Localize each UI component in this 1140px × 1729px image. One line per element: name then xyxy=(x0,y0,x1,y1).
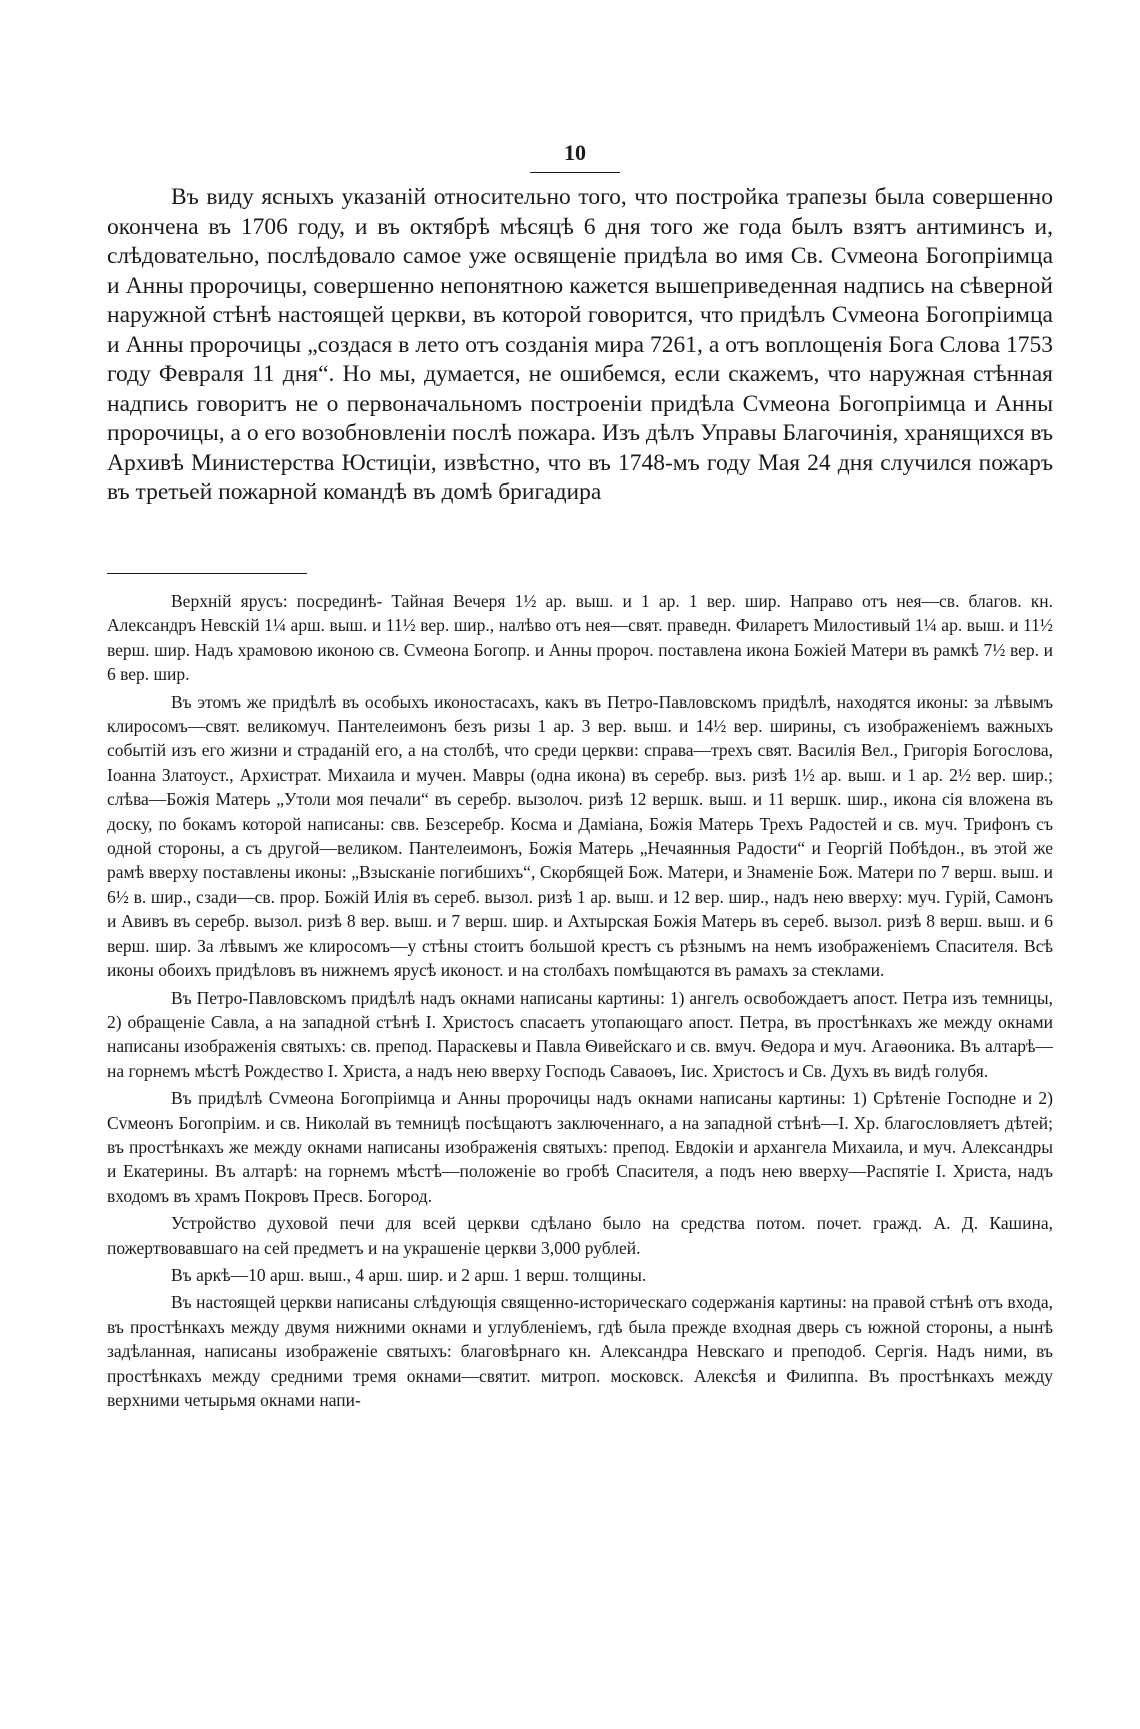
footnote-paragraph: Въ придѣлѣ Сvмеона Богопріимца и Анны пророчицы надъ окнами написаны картины: 1) Срѣтеніе Господне и 2) Сvмеонъ Богопрiим. и св. Николай въ темницѣ посѣщаютъ заключеннаго, а на западной стѣнѣ—І. Хр. благословляетъ дѣтей; въ простѣнкахъ же между окнами написаны изображенія святыхъ: препод. Евдокіи и архангела Михаила, и муч. Александры и Екатерины. Въ алтарѣ: на горнемъ мѣстѣ—положеніе во гробѣ Спасителя, а подъ нею вверху—Распятіе І. Христа, надъ входомъ въ храмъ Покровъ Пресв. Богород. xyxy=(107,1088,1053,1206)
footnote-paragraph: Устройство духовой печи для всей церкви сдѣлано было на средства потом. почет. гражд. А. Д. Кашина, пожертвовавшаго на сей предметъ и на украшеніе церкви 3,000 рублей. xyxy=(107,1213,1053,1258)
footnotes-block xyxy=(107,589,1053,1412)
main-text-block xyxy=(107,183,1053,508)
main-paragraph: Въ виду ясныхъ указаній относительно того, что постройка трапезы была совершенно окончена въ 1706 году, и въ октябрѣ мѣсяцѣ 6 дня того же года былъ взятъ антиминсъ и, слѣдовательно, послѣдовало самое уже освященіе придѣла во имя Св. Сvмеона Богопріимца и Анны пророчицы, совершенно непонятною кажется вышеприведенная надпись на сѣверной наружной стѣнѣ настоящей церкви, въ которой говорится, что придѣлъ Сvмеона Богопріимца и Анны пророчицы „создася в лето отъ созданія мира 7261, а отъ воплощенія Бога Слова 1753 году Февраля 11 дня“. Но мы, думается, не ошибемся, если скажемъ, что наружная стѣнная надпись говоритъ не о первоначальномъ построеніи придѣла Сvмеона Богопріимца и Анны пророчицы, а о его возобновленіи послѣ пожара. Изъ дѣлъ Управы Благочинія, хранящихся въ Архивѣ Министерства Юстиціи, извѣстно, что въ 1748-мъ году Мая 24 дня случился пожаръ въ третьей пожарной командѣ въ домѣ бригадира xyxy=(107,184,1053,505)
footnote-separator xyxy=(107,573,307,574)
page-number-underline xyxy=(530,172,620,173)
footnote-paragraph: Въ Петро-Павловскомъ придѣлѣ надъ окнами написаны картины: 1) ангелъ освобождаетъ апост. Петра изъ темницы, 2) обращеніе Савла, а на западной стѣнѣ І. Христосъ спасаетъ утопающаго апост. Петра, въ простѣнкахъ же между окнами написаны изображенія святыхъ: св. препод. Параскевы и Павла Ѳивейскаго и св. вмуч. Ѳедора и муч. Агаѳоника. Въ алтарѣ—на горнемъ мѣстѣ Рождество І. Христа, а надъ нею вверху Господь Саваоѳъ, Іис. Христосъ и Св. Духъ въ видѣ голубя. xyxy=(107,987,1053,1081)
footnote-paragraph: Въ аркѣ—10 арш. выш., 4 арш. шир. и 2 арш. 1 верш. толщины. xyxy=(171,1264,647,1285)
footnote-paragraph: Въ этомъ же придѣлѣ въ особыхъ иконостасахъ, какъ въ Петро-Павловскомъ придѣлѣ, находятся иконы: за лѣвымъ клиросомъ—свят. великомуч. Пантелеимонъ безъ ризы 1 ар. 3 вер. выш. и 14½ вер. ширины, съ изображеніемъ важныхъ событій изъ его жизни и страданій его, а на столбѣ, что среди церкви: справа—трехъ свят. Василія Вел., Григорія Богослова, Іоанна Златоуст., Архистрат. Михаила и мучен. Мавры (одна икона) въ серебр. выз. ризѣ 1½ ар. выш. и 1 ар. 2½ вер. шир.; слѣва—Божія Матерь „Утоли моя печали“ въ серебр. вызолоч. ризѣ 12 вершк. выш. и 11 вершк. шир., икона сія вложена въ доску, по бокамъ которой написаны: свв. Безсеребр. Косма и Даміана, Божія Матерь Трехъ Радостей и св. муч. Трифонъ съ одной стороны, а съ другой—великом. Пантелеимонъ, Божія Матерь „Нечаянныя Радости“ и Георгій Побѣдон., въ этой же рамѣ вверху поставлены иконы: „Взысканіе погибшихъ“, Скорбящей Бож. Матери, и Знаменіе Бож. Матери по 7 верш. выш. и 6½ в. шир., сзади—св. прор. Божій Илія въ сереб. вызол. ризѣ 1 ар. выш. и 12 вер. шир., надъ нею вверху: муч. Гурій, Самонъ и Авивъ въ серебр. вызол. ризѣ 8 вер. выш. и 7 верш. шир. и Ахтырская Божія Матерь въ сереб. вызол. ризѣ 8 верш. выш. и 6 верш. шир. За лѣвымъ же клиросомъ—у стѣны стоитъ большой крестъ съ рѣзнымъ на немъ изображеніемъ Спасителя. Всѣ иконы обоихъ придѣловъ въ нижнемъ ярусѣ иконост. и на столбахъ помѣщаются въ рамахъ за стеклами. xyxy=(107,691,1053,981)
footnote-paragraph: Верхній ярусъ: посрединѣ- Тайная Вечеря 1½ ар. выш. и 1 ар. 1 вер. шир. Направо отъ нея—св. благов. кн. Александръ Невскій 1¼ арш. выш. и 11½ вер. шир., налѣво отъ нея—свят. праведн. Филаретъ Милостивый 1¼ ар. выш. и 11½ верш. шир. Надъ храмовою иконою св. Сvмеона Богопр. и Анны пророч. поставлена икона Божіей Матери въ рамкѣ 7½ вер. и 6 вер. шир. xyxy=(107,591,1053,685)
page-number: 10 xyxy=(564,140,586,165)
footnote-paragraph: Въ настоящей церкви написаны слѣдующія священно-историческаго содержанія картины: на правой стѣнѣ отъ входа, въ простѣнкахъ между двумя нижними окнами и углубленіемъ, гдѣ была прежде входная дверь съ южной стороны, а нынѣ задѣланная, написаны изображеніе святыхъ: благовѣрнаго кн. Александра Невскаго и преподоб. Сергія. Надъ ними, въ простѣнкахъ между средними тремя окнами—святит. митроп. московск. Алексѣя и Филиппа. Въ простѣнкахъ между верхними четырьмя окнами напи- xyxy=(107,1292,1053,1410)
